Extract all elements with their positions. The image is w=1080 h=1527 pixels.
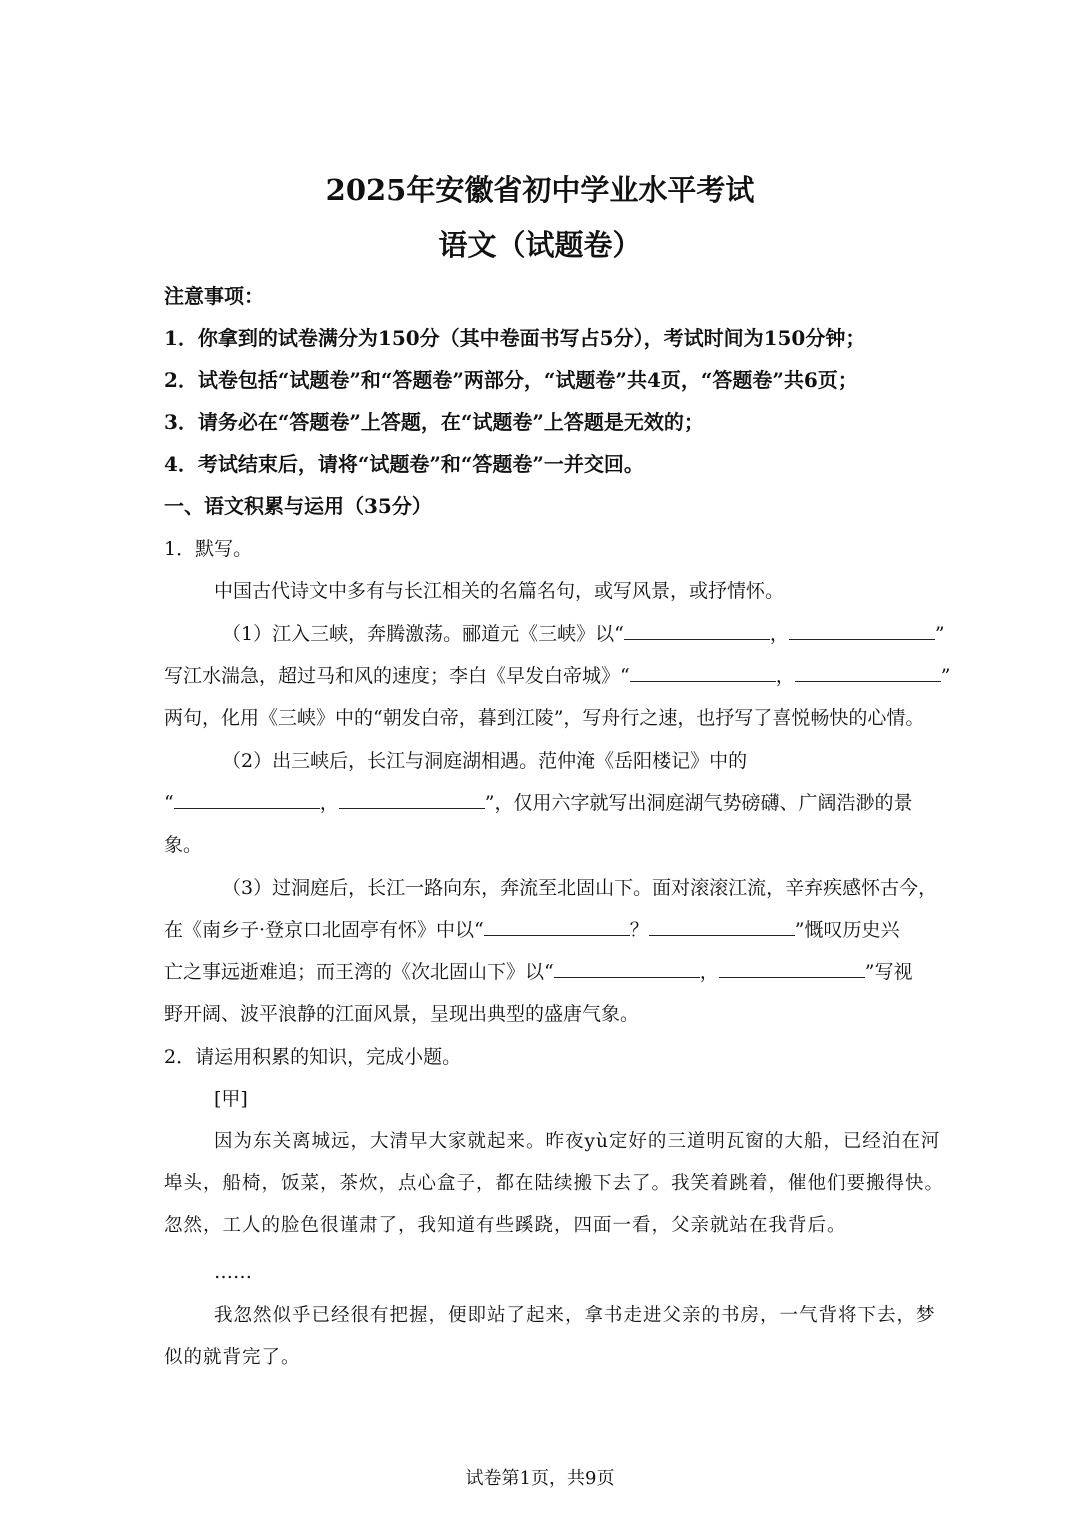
section-heading: 一、语文积累与运用（35分） <box>164 494 432 518</box>
page-subtitle: 语文（试题卷） <box>438 228 642 262</box>
passage-line: 埠头，船椅，饭菜，茶炊，点心盒子，都在陆续搬下去了。我笑着跳着，催他们要搬得快。 <box>164 1173 945 1194</box>
q1-part3-line2: 在《南乡子·登京口北固亭有怀》中以“ ？ ”慨叹历史兴 <box>164 919 900 941</box>
notice-heading: 注意事项： <box>164 284 264 308</box>
answer-blank[interactable] <box>174 790 320 809</box>
passage-line: 我忽然似乎已经很有把握，便即站了起来，拿书走进父亲的书房，一气背将下去，梦 <box>214 1305 936 1326</box>
q1-part3-line4: 野开阔、波平浪静的江面风景，呈现出典型的盛唐气象。 <box>164 1003 640 1025</box>
answer-blank[interactable] <box>719 959 865 978</box>
notice-item-2: 2．试卷包括“试题卷”和“答题卷”两部分，“试题卷”共4页，“答题卷”共6页； <box>164 368 858 392</box>
passage-jia-label: [甲] <box>214 1088 248 1110</box>
answer-blank[interactable] <box>624 621 770 640</box>
page-title: 2025年安徽省初中学业水平考试 <box>325 173 755 207</box>
answer-blank[interactable] <box>630 663 776 682</box>
q1-part1-line3: 两句，化用《三峡》中的“朝发白帝，暮到江陵”，写舟行之速，也抒写了喜悦畅快的心情。 <box>164 707 925 729</box>
answer-blank[interactable] <box>484 917 630 936</box>
page-footer: 试卷第1页，共9页 <box>465 1468 615 1489</box>
answer-blank[interactable] <box>789 621 935 640</box>
passage-line: 忽然，工人的脸色很谨肃了，我知道有些蹊跷，四面一看，父亲就站在我背后。 <box>164 1215 847 1236</box>
passage-ellipsis: …… <box>214 1261 252 1283</box>
question-1-intro: 中国古代诗文中多有与长江相关的名篇名句，或写风景，或抒情怀。 <box>214 580 785 602</box>
answer-blank[interactable] <box>554 959 700 978</box>
passage-line: 因为东关离城远，大清早大家就起来。昨夜yù定好的三道明瓦窗的大船，已经泊在河 <box>214 1131 941 1152</box>
q1-part2-line3: 象。 <box>164 834 203 856</box>
question-1-label: 1．默写。 <box>164 538 253 560</box>
q1-part1-line1: （1）江入三峡，奔腾激荡。郦道元《三峡》以“ ， ” <box>222 623 945 645</box>
question-2-label: 2．请运用积累的知识，完成小题。 <box>164 1046 462 1068</box>
q1-part2-line2: “ ， ”，仅用六字就写出洞庭湖气势磅礴、广阔浩渺的景 <box>164 792 913 814</box>
q1-part3-line1: （3）过洞庭后，长江一路向东，奔流至北固山下。面对滚滚江流，辛弃疾感怀古今， <box>222 877 938 899</box>
answer-blank[interactable] <box>795 663 941 682</box>
answer-blank[interactable] <box>339 790 485 809</box>
notice-item-3: 3．请务必在“答题卷”上答题，在“试题卷”上答题是无效的； <box>164 410 704 434</box>
answer-blank[interactable] <box>649 917 795 936</box>
q1-part2-line1: （2）出三峡后，长江与洞庭湖相遇。范仲淹《岳阳楼记》中的 <box>222 750 748 772</box>
notice-item-1: 1．你拿到的试卷满分为150分（其中卷面书写占5分），考试时间为150分钟； <box>164 326 866 350</box>
passage-line: 似的就背完了。 <box>164 1347 301 1368</box>
q1-part3-line3: 亡之事远逝难追；而王湾的《次北固山下》以“ ， ”写视 <box>164 961 913 983</box>
notice-item-4: 4．考试结束后，请将“试题卷”和“答题卷”一并交回。 <box>164 452 644 476</box>
q1-part1-line2: 写江水湍急，超过马和风的速度；李白《早发白帝城》“ ， ” <box>164 665 951 687</box>
